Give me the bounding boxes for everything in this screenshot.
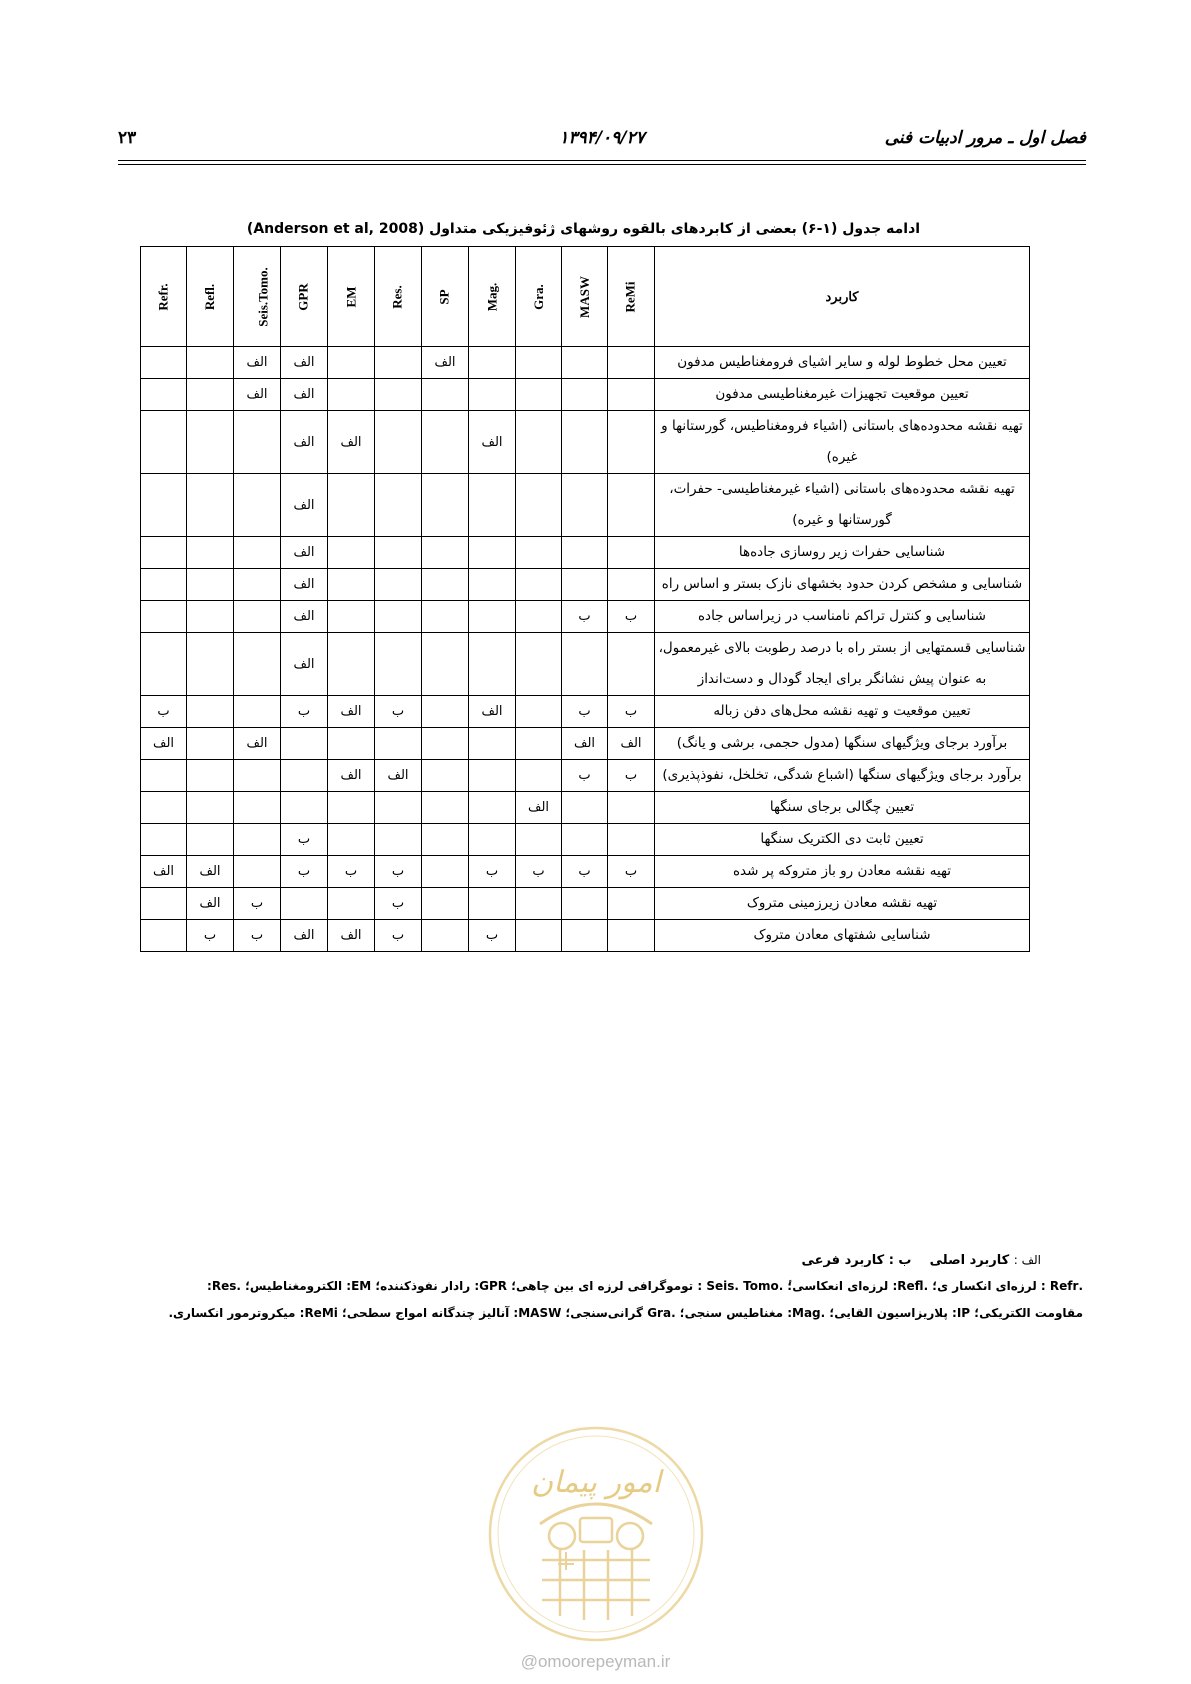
cell-gpr: ب: [281, 824, 328, 856]
cell-application: برآورد برجای ویژگیهای سنگها (اشباع شدگی، تخلخل، نفوذپذیری): [655, 760, 1030, 792]
table-caption: ادامه جدول (۱-۶) بعضی از کابردهای بالقوه روشهای ژئوفیزیکی متداول (Anderson et al, 2008): [246, 221, 921, 237]
cell-remi: ب: [608, 696, 655, 728]
col-header-res: Res.: [375, 247, 422, 347]
cell-refr: [141, 411, 187, 474]
table-row: [141, 696, 1030, 728]
cell-em: [328, 792, 375, 824]
cell-masw: ب: [562, 696, 608, 728]
cell-mag: [469, 569, 516, 601]
cell-mag: [469, 474, 516, 537]
cell-remi: [608, 537, 655, 569]
cell-em: [328, 633, 375, 696]
cell-res: [375, 347, 422, 379]
cell-seis-tomo: [234, 537, 281, 569]
cell-masw: [562, 888, 608, 920]
cell-masw: [562, 824, 608, 856]
cell-refr: [141, 569, 187, 601]
cell-gpr: الف: [281, 633, 328, 696]
col-header-masw: MASW: [562, 247, 608, 347]
cell-res: [375, 569, 422, 601]
col-header-gpr: GPR: [281, 247, 328, 347]
cell-masw: [562, 474, 608, 537]
cell-gpr: الف: [281, 347, 328, 379]
cell-res: [375, 728, 422, 760]
cell-application: شناسایی حفرات زیر روسازی جاده‌ها: [655, 537, 1030, 569]
cell-refr: [141, 474, 187, 537]
cell-refl: الف: [187, 888, 234, 920]
table-row: [141, 888, 1030, 920]
cell-res: [375, 537, 422, 569]
cell-gra: ب: [516, 856, 562, 888]
cell-seis-tomo: [234, 760, 281, 792]
cell-gpr: الف: [281, 537, 328, 569]
cell-res: الف: [375, 760, 422, 792]
table-row: [141, 569, 1030, 601]
cell-gra: [516, 569, 562, 601]
cell-application: تهیه نقشه محدوده‌های باستانی (اشیاء غیرمغناطیسی- حفرات، گورستانها و غیره): [655, 474, 1030, 537]
cell-mag: ب: [469, 856, 516, 888]
cell-em: الف: [328, 760, 375, 792]
cell-mag: [469, 347, 516, 379]
col-header-application: کاربرد: [655, 247, 1030, 347]
cell-refl: [187, 824, 234, 856]
cell-application: تهیه نقشه معادن رو باز متروکه پر شده: [655, 856, 1030, 888]
cell-sp: [422, 920, 469, 952]
cell-seis-tomo: الف: [234, 379, 281, 411]
cell-refr: الف: [141, 856, 187, 888]
cell-gra: [516, 411, 562, 474]
cell-application: تعیین موقعیت و تهیه نقشه محل‌های دفن زباله: [655, 696, 1030, 728]
cell-mag: [469, 728, 516, 760]
cell-remi: [608, 920, 655, 952]
cell-application: برآورد برجای ویژگیهای سنگها (مدول حجمی، برشی و یانگ): [655, 728, 1030, 760]
cell-em: الف: [328, 696, 375, 728]
cell-refl: [187, 696, 234, 728]
cell-res: [375, 792, 422, 824]
cell-masw: [562, 792, 608, 824]
cell-refr: [141, 920, 187, 952]
cell-gra: [516, 379, 562, 411]
col-header-refl: Refl.: [187, 247, 234, 347]
cell-remi: ب: [608, 601, 655, 633]
cell-seis-tomo: [234, 569, 281, 601]
abbreviations-line-2: مقاومت الکتریکی؛ IP: پلاریزاسیون القایی؛ .Mag: مغناطیس سنجی؛ .Gra گرانی‌سنجی؛ MASW: آنالیز چندگانه امواج سطحی؛ ReMi: میکروترمور انکساری.: [168, 1306, 1083, 1320]
cell-gpr: ب: [281, 696, 328, 728]
cell-em: الف: [328, 920, 375, 952]
cell-refl: [187, 760, 234, 792]
legend-primary-label: کاربرد اصلی: [929, 1253, 1010, 1268]
col-header-sp: SP: [422, 247, 469, 347]
cell-refr: [141, 824, 187, 856]
cell-gra: [516, 760, 562, 792]
cell-application: شناسایی و مشخص کردن حدود بخشهای نازک بستر و اساس راه: [655, 569, 1030, 601]
table-row: [141, 792, 1030, 824]
cell-masw: [562, 537, 608, 569]
cell-masw: ب: [562, 601, 608, 633]
cell-sp: [422, 411, 469, 474]
cell-sp: [422, 792, 469, 824]
cell-masw: [562, 569, 608, 601]
cell-remi: [608, 379, 655, 411]
cell-sp: [422, 537, 469, 569]
cell-refl: [187, 728, 234, 760]
cell-res: [375, 601, 422, 633]
cell-remi: [608, 411, 655, 474]
cell-gpr: [281, 792, 328, 824]
cell-application: تعیین چگالی برجای سنگها: [655, 792, 1030, 824]
cell-application: تهیه نقشه معادن زیرزمینی متروک: [655, 888, 1030, 920]
table-row: [141, 379, 1030, 411]
cell-gra: [516, 888, 562, 920]
cell-masw: [562, 379, 608, 411]
cell-refr: [141, 633, 187, 696]
cell-res: [375, 411, 422, 474]
header-rule: [118, 160, 1086, 161]
table-row: [141, 474, 1030, 537]
cell-em: [328, 888, 375, 920]
header-rule-double: [118, 164, 1086, 165]
cell-refl: ب: [187, 920, 234, 952]
cell-remi: [608, 633, 655, 696]
cell-res: [375, 474, 422, 537]
cell-refr: [141, 537, 187, 569]
table-row: [141, 601, 1030, 633]
cell-refl: [187, 379, 234, 411]
cell-seis-tomo: [234, 696, 281, 728]
cell-sp: [422, 728, 469, 760]
cell-seis-tomo: ب: [234, 888, 281, 920]
legend-secondary-label: کاربرد فرعی: [801, 1253, 885, 1268]
table-row: [141, 633, 1030, 696]
col-header-em: EM: [328, 247, 375, 347]
cell-sp: [422, 474, 469, 537]
cell-mag: الف: [469, 696, 516, 728]
cell-seis-tomo: الف: [234, 728, 281, 760]
cell-gpr: الف: [281, 601, 328, 633]
table-row: [141, 824, 1030, 856]
legend-primary-key: الف :: [1013, 1253, 1041, 1267]
cell-remi: [608, 569, 655, 601]
cell-gra: [516, 696, 562, 728]
cell-sp: الف: [422, 347, 469, 379]
cell-em: [328, 569, 375, 601]
col-header-mag: Mag.: [469, 247, 516, 347]
cell-mag: [469, 537, 516, 569]
cell-remi: [608, 474, 655, 537]
cell-sp: [422, 856, 469, 888]
cell-seis-tomo: [234, 411, 281, 474]
cell-seis-tomo: [234, 824, 281, 856]
cell-gpr: الف: [281, 569, 328, 601]
cell-masw: الف: [562, 728, 608, 760]
cell-sp: [422, 824, 469, 856]
cell-res: ب: [375, 696, 422, 728]
cell-em: [328, 379, 375, 411]
cell-gpr: الف: [281, 411, 328, 474]
legend-secondary-key: ب :: [888, 1253, 912, 1268]
cell-sp: [422, 633, 469, 696]
cell-seis-tomo: [234, 474, 281, 537]
cell-gpr: [281, 728, 328, 760]
cell-mag: [469, 888, 516, 920]
cell-gpr: الف: [281, 379, 328, 411]
cell-refl: الف: [187, 856, 234, 888]
table-row: [141, 920, 1030, 952]
cell-refl: [187, 633, 234, 696]
cell-mag: [469, 792, 516, 824]
cell-refr: [141, 792, 187, 824]
cell-remi: [608, 792, 655, 824]
cell-sp: [422, 601, 469, 633]
cell-refr: [141, 888, 187, 920]
cell-gra: [516, 633, 562, 696]
cell-application: شناسایی قسمتهایی از بستر راه با درصد رطوبت بالای غیرمعمول، به عنوان پیش نشانگر برای ایجاد گودال و دست‌انداز: [655, 633, 1030, 696]
svg-text:امور پیمان: امور پیمان: [531, 1465, 661, 1500]
col-header-gra: Gra.: [516, 247, 562, 347]
cell-masw: [562, 920, 608, 952]
cell-res: ب: [375, 920, 422, 952]
cell-refl: [187, 347, 234, 379]
cell-application: شناسایی شفتهای معادن متروک: [655, 920, 1030, 952]
cell-application: شناسایی و کنترل تراکم نامناسب در زیراساس جاده: [655, 601, 1030, 633]
cell-refr: [141, 379, 187, 411]
cell-masw: ب: [562, 856, 608, 888]
cell-refr: [141, 601, 187, 633]
table-row: [141, 347, 1030, 379]
cell-em: [328, 601, 375, 633]
cell-refl: [187, 411, 234, 474]
cell-gra: [516, 728, 562, 760]
cell-application: تعیین موقعیت تجهیزات غیرمغناطیسی مدفون: [655, 379, 1030, 411]
cell-gra: [516, 920, 562, 952]
cell-remi: ب: [608, 760, 655, 792]
col-header-seis-tomo: Seis.Tomo.: [234, 247, 281, 347]
abbreviations-line-1: .Refr : لرزه‌ای انکسار ی؛ .Refl: لرزه‌ای انعکاسی؛ٔ .Seis. Tomo : توموگرافی لرزه ای بین چاهی؛ GPR: رادار نفوذکننده؛ EM: الکترومغناطیس؛ .Res:: [207, 1279, 1083, 1293]
table-header-row: [141, 247, 1030, 347]
cell-mag: الف: [469, 411, 516, 474]
applications-table: [140, 246, 1030, 952]
cell-sp: [422, 569, 469, 601]
cell-mag: ب: [469, 920, 516, 952]
cell-seis-tomo: [234, 601, 281, 633]
cell-masw: [562, 633, 608, 696]
cell-em: [328, 728, 375, 760]
cell-mag: [469, 601, 516, 633]
table-row: [141, 856, 1030, 888]
watermark-site: @omoorepeyman.ir: [520, 1652, 671, 1671]
cell-remi: [608, 824, 655, 856]
col-header-remi: ReMi: [608, 247, 655, 347]
cell-sp: [422, 379, 469, 411]
cell-refl: [187, 537, 234, 569]
cell-refl: [187, 474, 234, 537]
cell-res: ب: [375, 856, 422, 888]
cell-mag: [469, 633, 516, 696]
table-row: [141, 760, 1030, 792]
cell-res: [375, 633, 422, 696]
cell-gpr: الف: [281, 474, 328, 537]
cell-remi: الف: [608, 728, 655, 760]
cell-remi: [608, 347, 655, 379]
cell-gra: [516, 474, 562, 537]
chapter-title: فصل اول ـ مرور ادبیات فنی: [884, 128, 1086, 148]
cell-gra: الف: [516, 792, 562, 824]
cell-sp: [422, 760, 469, 792]
cell-seis-tomo: الف: [234, 347, 281, 379]
cell-seis-tomo: [234, 856, 281, 888]
cell-em: [328, 537, 375, 569]
table-row: [141, 411, 1030, 474]
page-number: ۲۳: [118, 128, 137, 148]
cell-em: ب: [328, 856, 375, 888]
cell-seis-tomo: [234, 633, 281, 696]
col-header-refr: Refr.: [141, 247, 187, 347]
watermark-logo: [482, 1420, 710, 1648]
cell-refr: الف: [141, 728, 187, 760]
cell-application: تعیین ثابت دی الکتریک سنگها: [655, 824, 1030, 856]
cell-em: [328, 474, 375, 537]
cell-gra: [516, 537, 562, 569]
cell-mag: [469, 379, 516, 411]
legend: [801, 1253, 1041, 1268]
cell-em: الف: [328, 411, 375, 474]
cell-refl: [187, 569, 234, 601]
cell-sp: [422, 888, 469, 920]
table-row: [141, 537, 1030, 569]
cell-refl: [187, 601, 234, 633]
table-row: [141, 728, 1030, 760]
cell-sp: [422, 696, 469, 728]
cell-refr: [141, 347, 187, 379]
cell-em: [328, 347, 375, 379]
cell-gpr: [281, 888, 328, 920]
cell-application: تهیه نقشه محدوده‌های باستانی (اشیاء فرومغناطیس، گورستانها و غیره): [655, 411, 1030, 474]
cell-seis-tomo: ب: [234, 920, 281, 952]
cell-refr: ب: [141, 696, 187, 728]
cell-seis-tomo: [234, 792, 281, 824]
cell-remi: ب: [608, 856, 655, 888]
cell-refl: [187, 792, 234, 824]
cell-masw: ب: [562, 760, 608, 792]
cell-masw: [562, 347, 608, 379]
cell-gra: [516, 601, 562, 633]
cell-gpr: ب: [281, 856, 328, 888]
cell-gra: [516, 824, 562, 856]
cell-gpr: الف: [281, 920, 328, 952]
cell-masw: [562, 411, 608, 474]
cell-gpr: [281, 760, 328, 792]
cell-application: تعیین محل خطوط لوله و سایر اشیای فرومغناطیس مدفون: [655, 347, 1030, 379]
cell-mag: [469, 760, 516, 792]
cell-em: [328, 824, 375, 856]
cell-res: [375, 379, 422, 411]
page-header: [118, 128, 1086, 150]
cell-res: [375, 824, 422, 856]
cell-remi: [608, 888, 655, 920]
document-date: ۱۳۹۴/۰۹/۲۷: [559, 128, 645, 148]
cell-mag: [469, 824, 516, 856]
cell-res: ب: [375, 888, 422, 920]
cell-gra: [516, 347, 562, 379]
cell-refr: [141, 760, 187, 792]
